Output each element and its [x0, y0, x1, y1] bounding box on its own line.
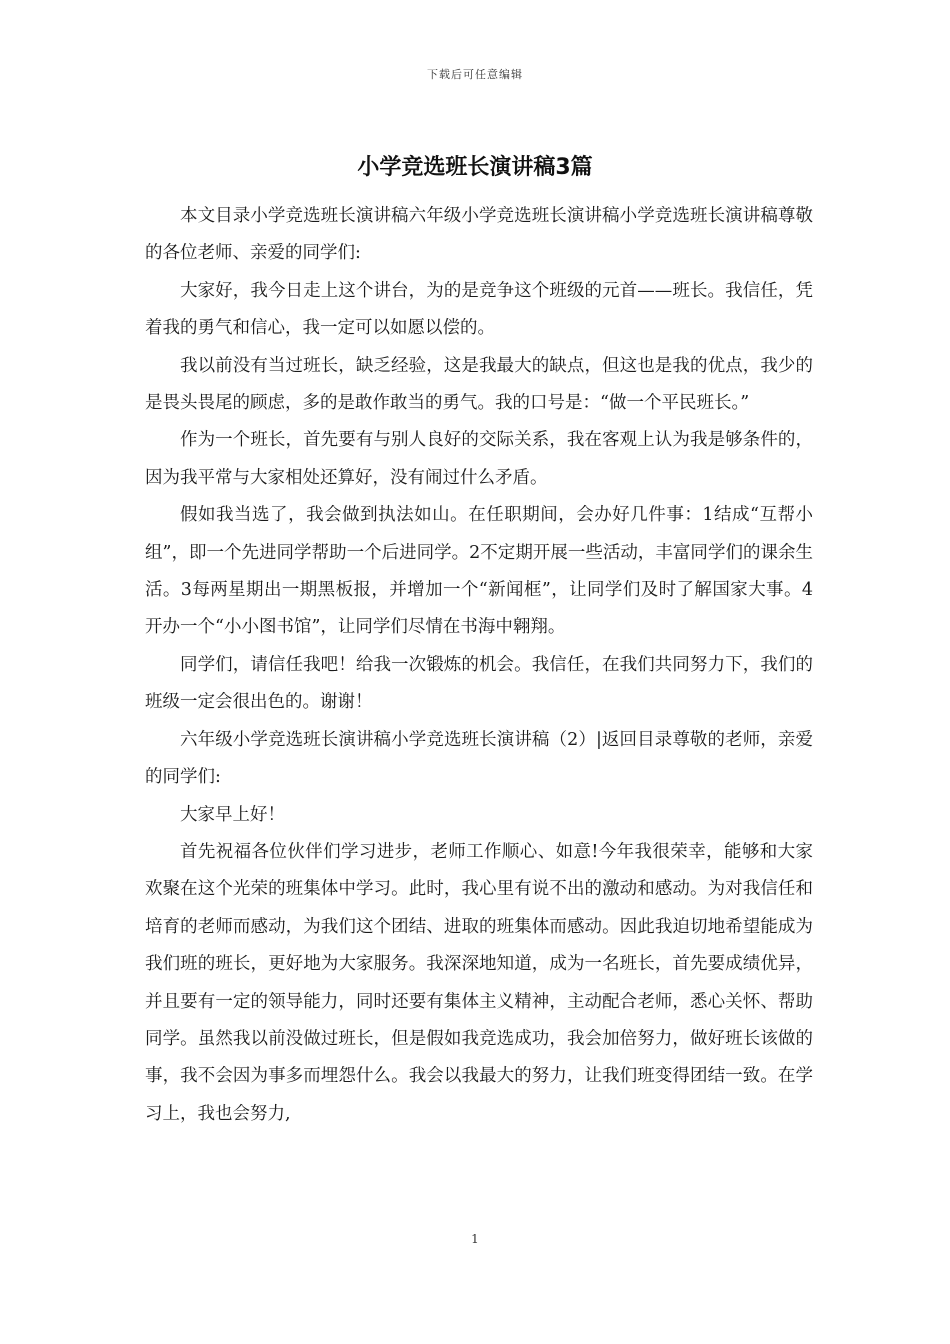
page-number: 1 [471, 1232, 479, 1246]
paragraph: 我以前没有当过班长，缺乏经验，这是我最大的缺点，但这也是我的优点，我少的是畏头畏尾的顾虑，多的是敢作敢当的勇气。我的口号是：“做一个平民班长。” [145, 355, 813, 414]
paragraph: 大家早上好！ [180, 804, 285, 825]
paragraph: 作为一个班长，首先要有与别人良好的交际关系，我在客观上认为我是够条件的，因为我平常与大家相处还算好，没有闹过什么矛盾。 [145, 430, 813, 488]
paragraph: 假如我当选了，我会做到执法如山。在任职期间，会办好几件事：1结成“互帮小组”，即一个先进同学帮助一个后进同学。2不定期开展一些活动，丰富同学们的课余生活。3每两星期出一期黑板报，并增加一个“新闻框”，让同学们及时了解国家大事。4开办一个“小小图书馆”，让同学们尽情在书海中翱翔。 [145, 505, 813, 638]
document-body [145, 198, 813, 1133]
paragraph: 首先祝福各位伙伴们学习进步，老师工作顺心、如意!今年我很荣幸，能够和大家欢聚在这个光荣的班集体中学习。此时，我心里有说不出的激动和感动。为对我信任和培育的老师而感动，为我们这个团结、进取的班集体而感动。因此我迫切地希望能成为我们班的班长，更好地为大家服务。我深深地知道，成为一名班长，首先要成绩优异，并且要有一定的领导能力，同时还要有集体主义精神，主动配合老师，悉心关怀、帮助同学。虽然我以前没做过班长，但是假如我竞选成功，我会加倍努力，做好班长该做的事，我不会因为事多而埋怨什么。我会以我最大的努力，让我们班变得团结一致。在学习上，我也会努力, [145, 841, 813, 1124]
paragraph: 同学们，请信任我吧！给我一次锻炼的机会。我信任，在我们共同努力下，我们的班级一定会很出色的。谢谢！ [145, 654, 813, 713]
paragraph: 六年级小学竞选班长演讲稿小学竞选班长演讲稿（2）|返回目录尊敬的老师，亲爱的同学们: [145, 729, 813, 788]
paragraph: 本文目录小学竞选班长演讲稿六年级小学竞选班长演讲稿小学竞选班长演讲稿尊敬的各位老师、亲爱的同学们: [145, 206, 813, 264]
header-note: 下载后可任意编辑 [427, 68, 523, 81]
document-title: 小学竞选班长演讲稿3篇 [357, 155, 593, 180]
paragraph: 大家好，我今日走上这个讲台，为的是竞争这个班级的元首——班长。我信任，凭着我的勇气和信心，我一定可以如愿以偿的。 [145, 280, 813, 339]
